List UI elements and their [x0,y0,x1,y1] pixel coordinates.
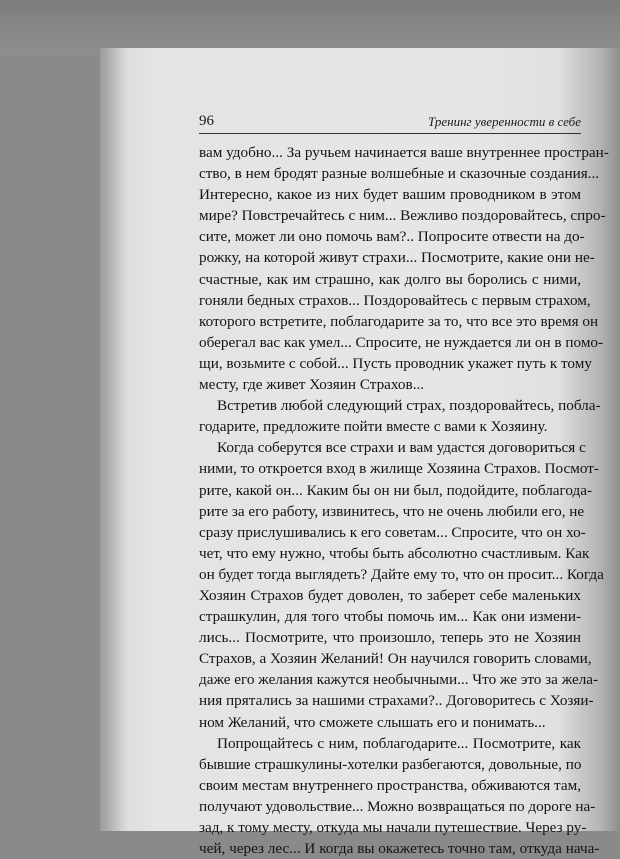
text-line: ство, в нем бродят разные волшебные и сказочные создания... [199,165,600,183]
text-line: щи, возьмите с собой... Пусть проводник укажет путь к тому [199,354,592,372]
body-text [199,142,609,859]
scan-background-top [0,0,620,55]
page-number: 96 [199,113,214,129]
text-line: Попрощайтесь с ним, поблагодарите... Посмотрите, как [217,734,581,752]
paragraph [199,142,609,395]
text-line: оберегал вас как умел... Спросите, не нуждается ли он в помо- [199,333,604,351]
text-line: Хозяин Страхов будет доволен, то заберет себе маленьких [199,586,581,604]
text-line: сразу прислушивались к его советам... Спросите, что он хо- [199,523,586,541]
text-line: счастные, как им страшно, как долго вы боролись с ними, [199,270,581,288]
text-line: чет, что ему нужно, чтобы быть абсолютно счастливым. Как [199,544,590,562]
text-line: бывшие страшкулины-хотелки разбегаются, довольные, по [199,755,582,773]
text-line: ния прятались за нашими страхами?.. Договоритесь с Хозяи- [199,692,594,710]
text-line: лись... Посмотрите, что произошло, теперь это не Хозяин [199,629,581,647]
paragraph [199,733,600,859]
text-line: рите, какой он... Каким бы он ни был, подойдите, поблагода- [199,481,593,499]
text-line: сите, может ли оно помочь вам?.. Попросите отвести на до- [199,228,585,246]
text-line: гоняли бедных страхов... Поздоровайтесь с первым страхом, [199,291,591,309]
paragraph [199,395,601,437]
text-line: ними, то откроется вход в жилище Хозяина Страхов. Посмот- [199,460,599,478]
text-line: своим местам внутреннего пространства, обживаются там, [199,776,581,794]
running-title: Тренинг уверенности в себе [427,114,581,129]
text-line: мире? Повстречайтесь с ним... Вежливо поздоровайтесь, спро- [199,207,606,225]
text-line: рите за его работу, извинитесь, что не очень любили его, не [199,502,585,520]
page-gutter-shadow [100,48,128,831]
text-line: он будет тогда выглядеть? Дайте ему то, что он просит... Когда [199,565,604,583]
text-line: Когда соберутся все страхи и вам удастся договориться с [217,439,586,457]
text-line: ном Желаний, что сможете слышать его и понимать... [199,713,546,731]
text-line: вам удобно... За ручьем начинается ваше внутреннее простран- [199,144,609,161]
text-line: чей, через лес... И когда вы окажетесь точно там, откуда нача- [199,840,600,858]
text-line: получают удовольствие... Можно возвращаться по дороге на- [199,797,596,815]
text-line: рожку, на которой живут страхи... Посмотрите, какие они не- [199,249,595,267]
text-line: которого встретите, поблагодарите за то, что все это время он [199,312,599,330]
text-line: годарите, предложите пойти вместе с вами к Хозяину. [199,418,548,436]
page-header [199,113,581,135]
paragraph [199,437,604,732]
text-line: Страхов, а Хозяин Желаний! Он научился говорить словами, [199,650,592,668]
text-line: месту, где живет Хозяин Страхов... [199,376,425,394]
text-line: Встретив любой следующий страх, поздоровайтесь, побла- [217,397,601,415]
text-line: зад, к тому месту, откуда мы начали путешествие. Через ру- [199,819,587,836]
text-line: страшкулин, для того чтобы помочь им... Как они измени- [199,608,581,626]
header-rule [199,133,581,134]
text-line: Интересно, какое из них будет вашим проводником в этом [199,186,581,204]
text-line: даже его желания кажутся необычными... Что же это за жела- [199,671,599,689]
